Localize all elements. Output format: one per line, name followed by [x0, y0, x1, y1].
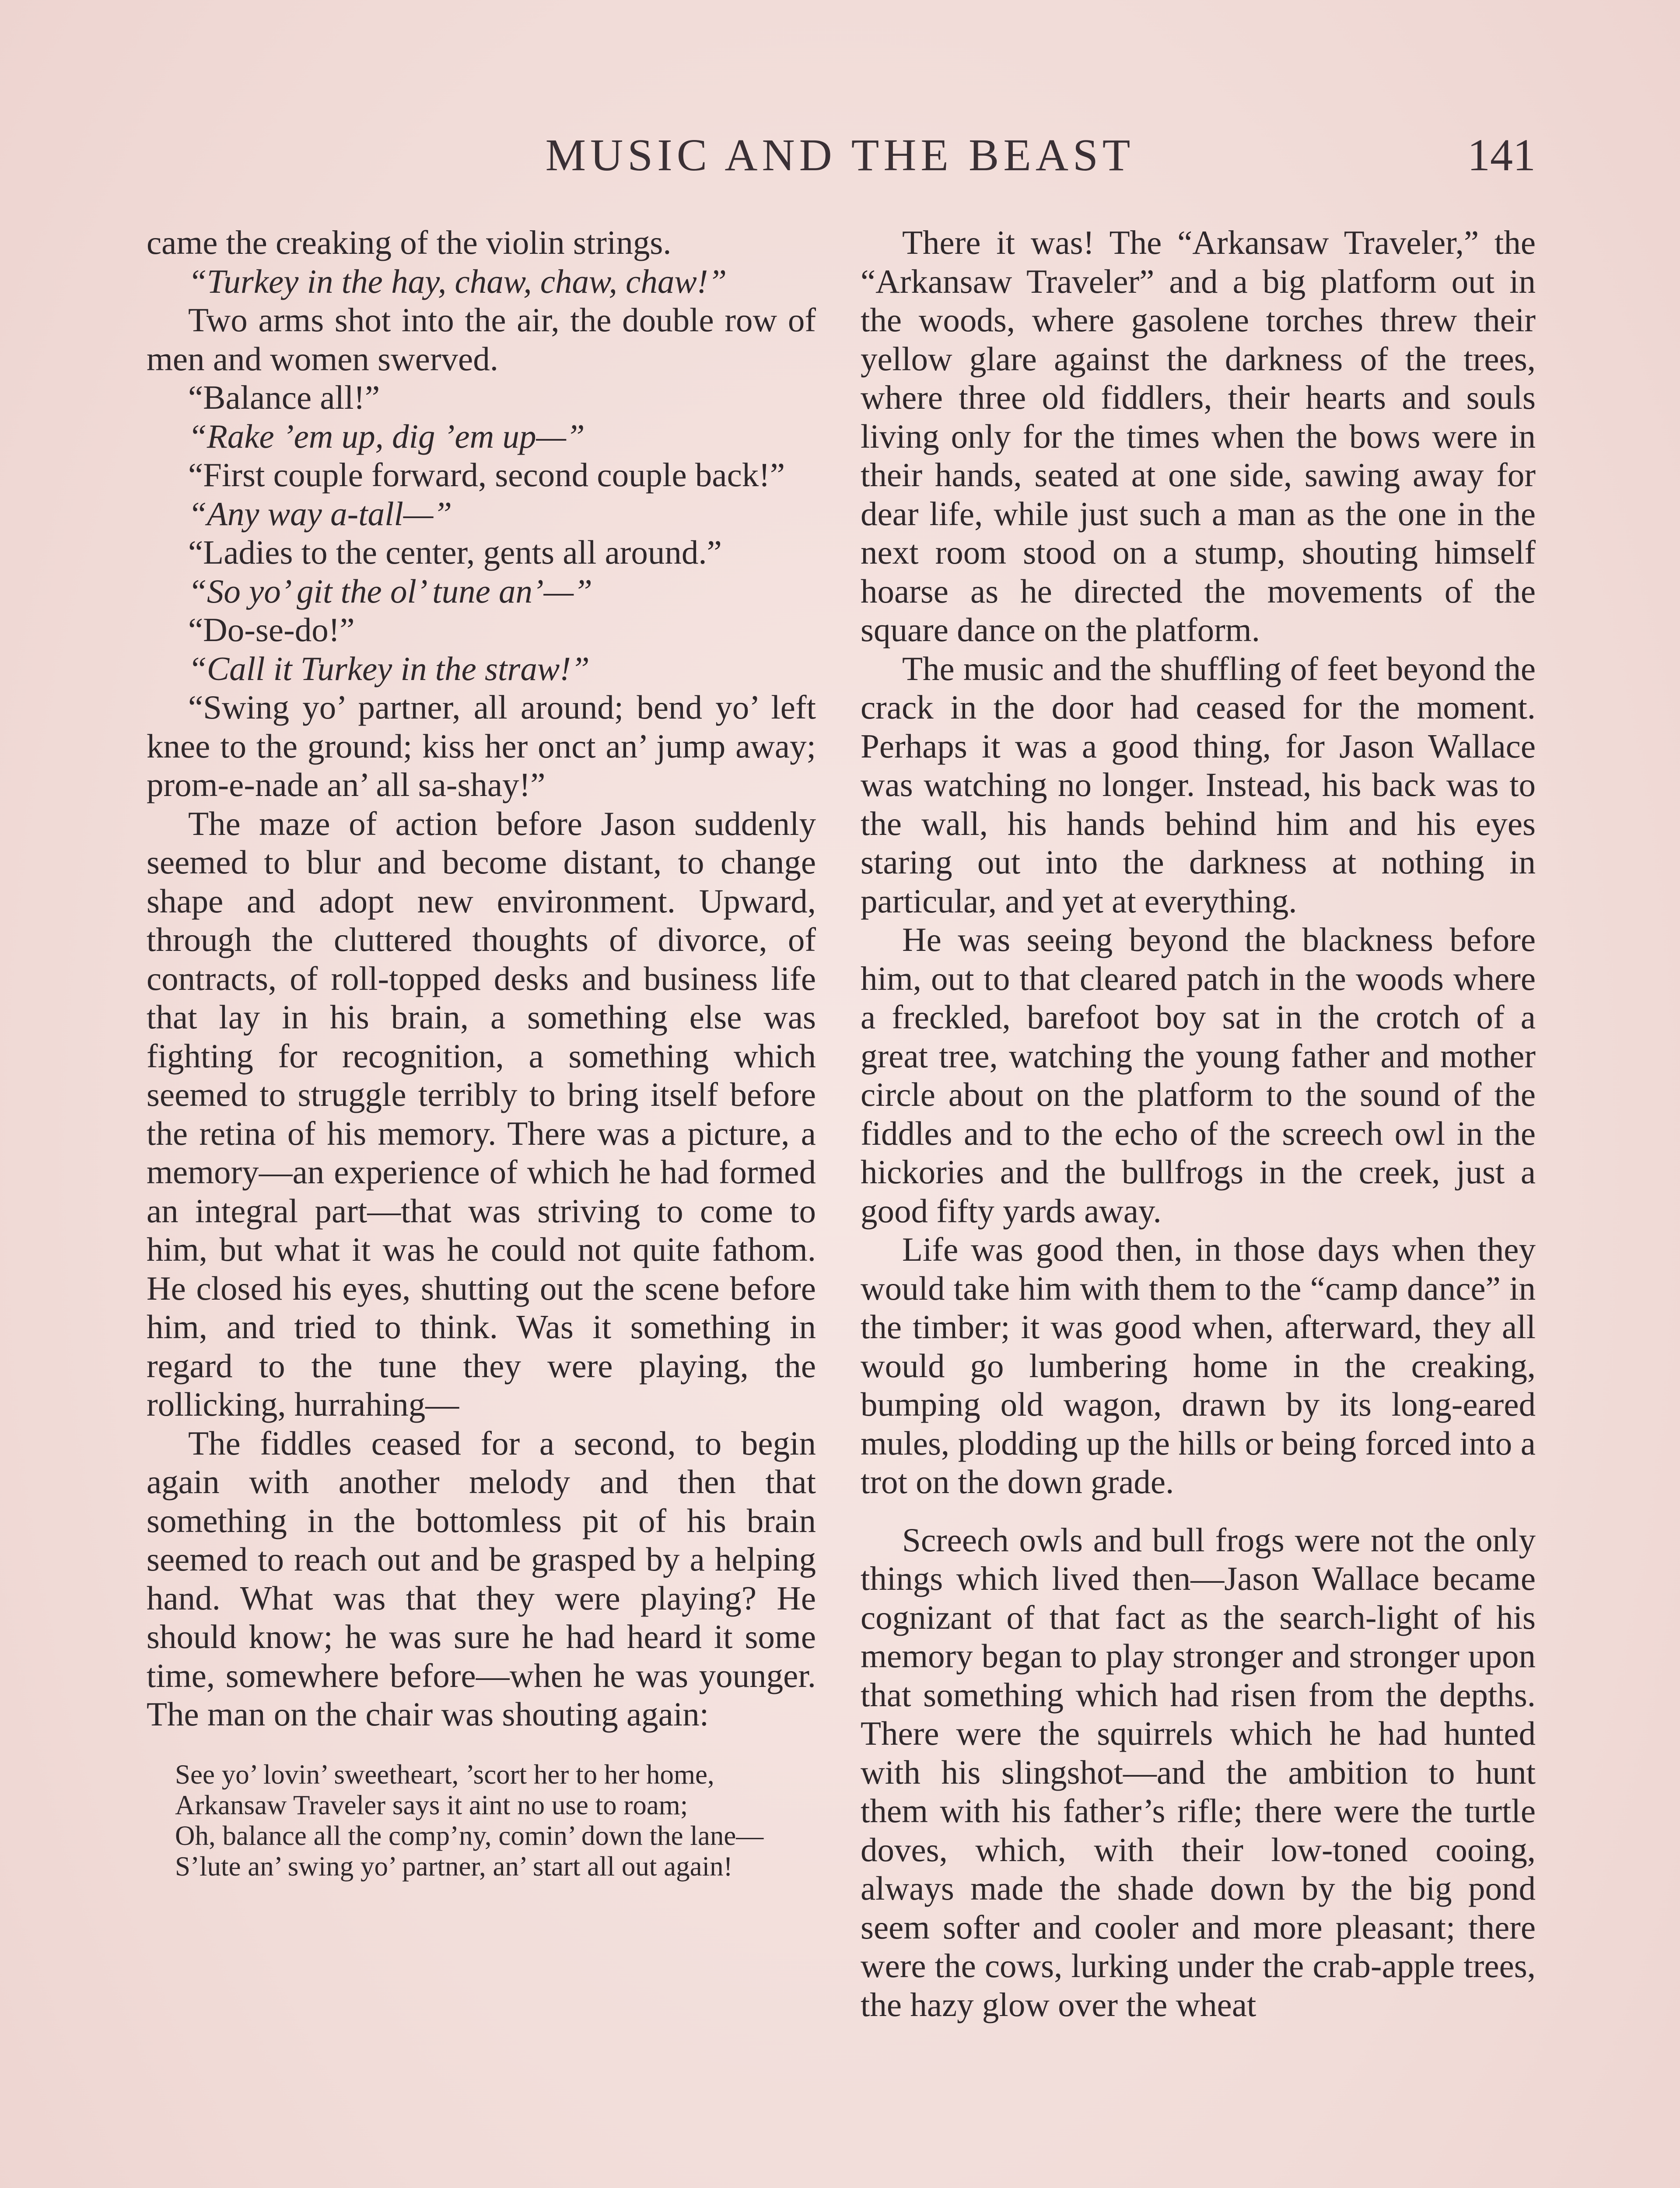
verse-line: Arkansaw Traveler says it aint no use to roam; [175, 1789, 688, 1820]
paragraph: The fiddles ceased for a second, to begin again with another melody and then that something in the bottomless pit of his brain seemed to reach out and be grasped by a helping hand. What was that they were playing? He should know; he was sure he had heard it some time, somewhere before—when he was younger. The man on the chair was shouting again: [147, 1424, 816, 1733]
running-head: MUSIC AND THE BEAST [545, 130, 1135, 180]
dance-call: “Ladies to the center, gents all around.” [188, 533, 722, 571]
paragraph: Two arms shot into the air, the double row of men and women swerved. [147, 301, 816, 378]
paragraph: There it was! The “Arkansaw Traveler,” the “Arkansaw Traveler” and a big platform out in the woods, where gasolene torches threw their yellow glare against the darkness of the trees, where three old fiddlers, their hearts and souls living only for the times when the bows were in their hands, seated at one side, sawing away for dear life, while just such a man as the one in the next room stood on a stump, shouting himself hoarse as he directed the movements of the square dance on the platform. [861, 224, 1536, 649]
verse-line: S’lute an’ swing yo’ partner, an’ start all out again! [175, 1851, 733, 1882]
dance-call: “Rake ’em up, dig ’em up—” [188, 417, 585, 455]
page-header [144, 127, 1536, 184]
dance-call: “Any way a-tall—” [188, 494, 452, 533]
dance-call: “First couple forward, second couple back!” [188, 456, 785, 494]
right-column [861, 223, 1536, 2024]
left-column [147, 223, 816, 1882]
page-number: 141 [1467, 130, 1536, 180]
paragraph: The music and the shuffling of feet beyond the crack in the door had ceased for the moment. Perhaps it was a good thing, for Jason Wallace was watching no longer. Instead, his back was to the wall, his hands behind him and his eyes staring out into the darkness at nothing in particular, and yet at everything. [861, 649, 1536, 920]
paragraph: The maze of action before Jason suddenly seemed to blur and become distant, to change shape and adopt new environment. Upward, through the cluttered thoughts of divorce, of contracts, of roll-topped desks and business life that lay in his brain, a something else was fighting for recognition, a something which seemed to struggle terribly to bring itself before the retina of his memory. There was a picture, a memory—an experience of which he had formed an integral part—that was striving to come to him, but what it was he could not quite fathom. He closed his eyes, shutting out the scene before him, and tried to think. Was it something in regard to the tune they were playing, the rollicking, hurrahing— [147, 804, 816, 1423]
dance-call: “Call it Turkey in the straw!” [188, 649, 590, 687]
dance-call: “Do-se-do!” [188, 611, 355, 649]
paragraph: came the creaking of the violin strings. [147, 224, 672, 261]
song-verse [175, 1759, 816, 1882]
paragraph: Life was good then, in those days when they would take him with them to the “camp dance” in the timber; it was good when, afterward, they all would go lumbering home in the creaking, bumping old wagon, drawn by its long-eared mules, plodding up the hills or being forced into a trot on the down grade. [861, 1231, 1536, 1501]
dance-call: “Swing yo’ partner, all around; bend yo’ left knee to the ground; kiss her onct an’ jump away; prom-e-nade an’ all sa-shay!” [147, 688, 816, 803]
paragraph: Screech owls and bull frogs were not the only things which lived then—Jason Wallace became cognizant of that fact as the search-light of his memory began to play stronger and stronger upon that something which had risen from the depths. There were the squirrels which he had hunted with his slingshot—and the ambition to hunt them with his father’s rifle; there were the turtle doves, which, with their low-toned cooing, always made the shade down by the big pond seem softer and cooler and more pleasant; there were the cows, lurking under the crab-apple trees, the hazy glow over the wheat [861, 1521, 1536, 2023]
verse-line: Oh, balance all the comp’ny, comin’ down the lane— [175, 1820, 764, 1851]
verse-line: See yo’ lovin’ sweetheart, ’scort her to her home, [175, 1759, 714, 1790]
dance-call: “Balance all!” [188, 379, 380, 416]
dance-call: “So yo’ git the ol’ tune an’—” [188, 572, 592, 610]
paragraph: He was seeing beyond the blackness before him, out to that cleared patch in the woods where a freckled, barefoot boy sat in the crotch of a great tree, watching the young father and mother circle about on the platform to the sound of the fiddles and to the echo of the screech owl in the hickories and the bullfrogs in the creek, just a good fifty yards away. [861, 921, 1536, 1230]
dance-call: “Turkey in the hay, chaw, chaw, chaw!” [188, 262, 727, 300]
